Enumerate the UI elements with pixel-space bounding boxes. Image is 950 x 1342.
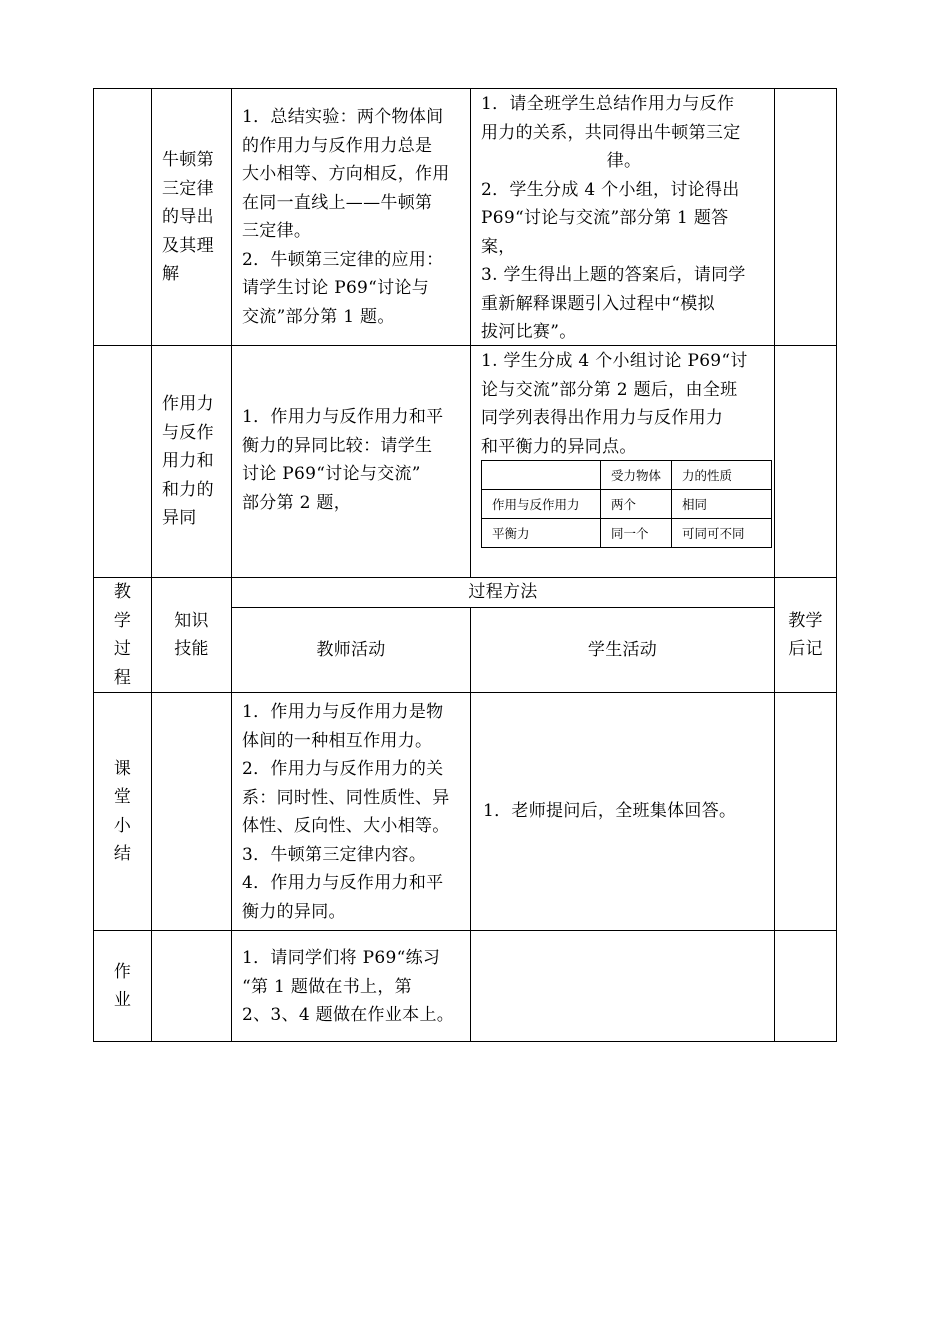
text-line: 教学 (788, 610, 823, 631)
comparison-table-header-row (482, 461, 772, 490)
summary-label-cell (93, 692, 152, 931)
row2-student-cell (470, 345, 775, 578)
row2-knowledge-cell (151, 345, 232, 578)
homework-notes-cell (774, 930, 837, 1042)
summary-knowledge-cell (151, 692, 232, 931)
text-line: 堂 (113, 787, 132, 807)
text-line: 体性、反向性、大小相等。 (242, 816, 450, 836)
text-line: 解 (162, 264, 180, 284)
text-line: 程 (113, 667, 132, 688)
text-line: 结 (113, 844, 132, 864)
row2-col1-cell (93, 345, 152, 578)
row2-teacher-cell (231, 345, 471, 578)
comparison-table-header: 力的性质 (672, 461, 772, 490)
text-line: 论与交流”部分第 2 题后，由全班 (481, 379, 738, 400)
comparison-table-cell: 两个 (601, 490, 672, 519)
text-line: “第 1 题做在书上，第 (242, 976, 412, 997)
summary-teacher-cell (231, 692, 471, 931)
text-line: 知识 (174, 610, 209, 631)
homework-student-cell (470, 930, 775, 1042)
text-line: 4．作用力与反作用力和平 (242, 873, 444, 893)
comparison-table (481, 460, 772, 548)
summary-teacher-text (242, 698, 450, 926)
comparison-table-cell: 同一个 (601, 519, 672, 548)
text-line: 与反作 (162, 422, 214, 443)
text-line: 衡力的异同比较：请学生 (242, 435, 433, 456)
text-line: 的作用力与反作用力总是 (242, 135, 433, 156)
text-line: 和力的 (162, 479, 214, 500)
text-line: 用力的关系，共同得出牛顿第三定 (481, 122, 741, 143)
text-line: 学 (113, 610, 132, 631)
row2-notes-cell (774, 345, 837, 578)
comparison-table-cell: 相同 (672, 490, 772, 519)
text-line: 后记 (788, 639, 823, 659)
text-line: 2．牛顿第三定律的应用： (242, 249, 444, 270)
text-line: 1. 学生分成 4 个小组讨论 P69“讨 (481, 351, 748, 371)
row1-notes-cell (774, 88, 837, 346)
text-line: 1．请全班学生总结作用力与反作 (481, 94, 735, 114)
row1-knowledge-cell (151, 88, 232, 346)
summary-notes-cell (774, 692, 837, 931)
text-line: 2、3、4 题做在作业本上。 (242, 1005, 455, 1025)
text-line: 教 (113, 582, 132, 602)
row1-student-text (481, 90, 767, 347)
comparison-table-row (482, 519, 772, 548)
row1-student-cell (470, 88, 775, 346)
homework-label-text (114, 958, 131, 1015)
row1-col1-cell (93, 88, 152, 346)
row1-knowledge-text (162, 146, 214, 289)
text-line: 课 (113, 758, 132, 779)
text-line: 体间的一种相互作用力。 (242, 730, 433, 751)
header-teaching-process (93, 577, 152, 693)
text-line: 衡力的异同。 (242, 901, 346, 922)
row2-teacher-text (242, 403, 443, 517)
header-teaching-notes (774, 577, 837, 693)
header-knowledge-skill (151, 577, 232, 693)
header-student-activity-text: 学生活动 (587, 639, 658, 660)
row2-knowledge-text (162, 390, 214, 533)
text-line: 3．牛顿第三定律内容。 (242, 844, 427, 865)
header-knowledge-skill-text (174, 607, 209, 664)
text-line: 1．总结实验：两个物体间 (242, 107, 444, 127)
comparison-table-header: 受力物体 (601, 461, 672, 490)
text-line: 用力和 (162, 451, 214, 471)
homework-teacher-text (242, 944, 454, 1030)
comparison-table-cell: 可同可不同 (672, 519, 772, 548)
header-student-activity (470, 607, 775, 693)
text-line: 在同一直线上——牛顿第 (242, 192, 433, 213)
text-line: 1．作用力与反作用力和平 (242, 407, 444, 427)
text-line: 系：同时性、同性质性、异 (242, 787, 450, 808)
summary-label-text (114, 755, 131, 869)
text-line: 三定律。 (242, 221, 312, 241)
text-line: 部分第 2 题， (242, 492, 352, 513)
text-line: 过 (113, 639, 132, 659)
text-line: 牛顿第 (162, 150, 214, 170)
text-line: 的导出 (162, 207, 214, 227)
text-line: 讨论 P69“讨论与交流” (242, 464, 421, 484)
text-line: 及其理 (162, 235, 214, 256)
header-teacher-activity-text: 教师活动 (316, 639, 386, 660)
text-line: 3. 学生得出上题的答案后，请同学 (481, 265, 746, 285)
row2-student-text (481, 347, 748, 461)
text-line: 业 (113, 990, 132, 1010)
row1-teacher-text (242, 103, 450, 331)
text-line: 拔河比赛”。 (481, 322, 577, 342)
homework-knowledge-cell (151, 930, 232, 1042)
text-line: 重新解释课题引入过程中“模拟 (481, 293, 715, 314)
text-line: 2．学生分成 4 个小组，讨论得出 (481, 179, 740, 200)
summary-student-cell (470, 692, 775, 931)
text-line: 三定律 (162, 178, 214, 199)
text-line: 同学列表得出作用力与反作用力 (481, 408, 724, 428)
homework-teacher-cell (231, 930, 471, 1042)
header-process-method (231, 577, 775, 608)
text-line: 2．作用力与反作用力的关 (242, 759, 444, 779)
text-line: 交流”部分第 1 题。 (242, 306, 395, 327)
row1-teacher-cell (231, 88, 471, 346)
text-line: 大小相等、方向相反，作用 (242, 164, 450, 184)
text-line: 1．请同学们将 P69“练习 (242, 948, 441, 968)
comparison-table-row (482, 490, 772, 519)
text-line: 异同 (162, 508, 197, 528)
comparison-table-cell: 平衡力 (482, 519, 601, 548)
header-teaching-process-text (114, 578, 131, 692)
comparison-table-corner (482, 461, 601, 490)
text-line: 律。 (606, 151, 642, 171)
header-process-method-text: 过程方法 (468, 582, 538, 603)
homework-label-cell (93, 930, 152, 1042)
text-line: 作用力 (162, 394, 214, 414)
text-line: 小 (113, 815, 132, 836)
text-line: 和平衡力的异同点。 (481, 436, 637, 457)
header-teacher-activity (231, 607, 471, 693)
text-line: 案， (481, 236, 516, 257)
text-line: 作 (113, 961, 132, 982)
text-line: 技能 (174, 639, 209, 659)
text-line: P69“讨论与交流”部分第 1 题答 (481, 208, 729, 228)
header-teaching-notes-text (788, 607, 823, 664)
comparison-table-cell: 作用与反作用力 (482, 490, 601, 519)
text-line: 1．作用力与反作用力是物 (242, 702, 444, 722)
summary-student-text: 1．老师提问后，全班集体回答。 (483, 801, 737, 822)
text-line: 请学生讨论 P69“讨论与 (242, 278, 430, 298)
